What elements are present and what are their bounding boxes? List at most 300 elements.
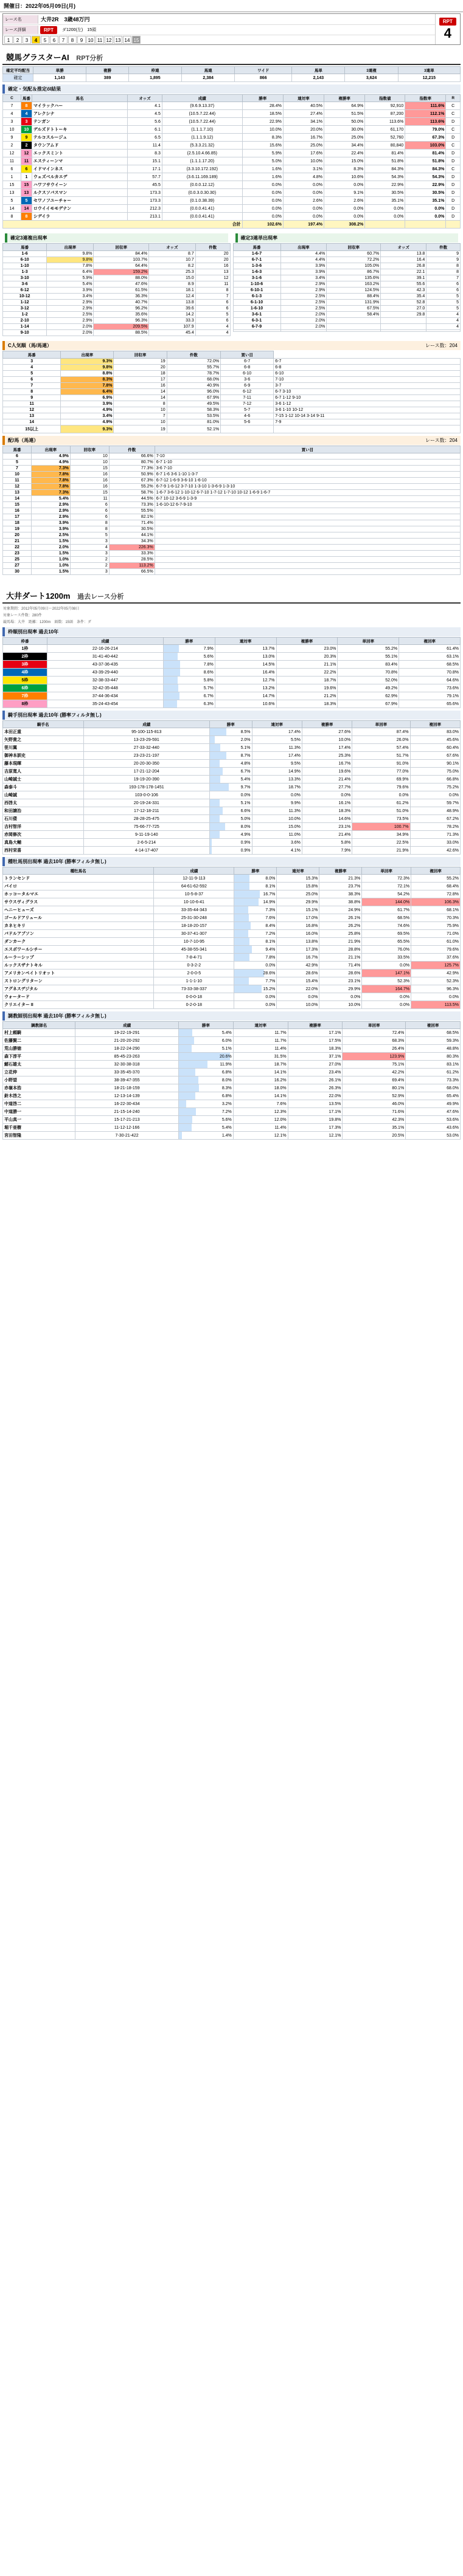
table-row[interactable] — [3, 768, 461, 776]
cell-show-rate: 15.0% — [324, 157, 365, 165]
table-row[interactable] — [3, 985, 461, 993]
table-row[interactable] — [3, 371, 461, 377]
cell-fuku-return: 75.9% — [411, 922, 461, 930]
cell-return: 60.7% — [327, 251, 381, 257]
cell-fuku-return: 59.3% — [406, 1037, 461, 1045]
cell-name: アグネスデジタル — [3, 985, 154, 993]
table-row[interactable] — [233, 330, 461, 332]
num-1[interactable]: 1 — [4, 36, 13, 44]
table-row[interactable] — [3, 890, 461, 898]
total-v1: 102.6% — [242, 221, 283, 229]
total-pad1 — [365, 221, 405, 229]
cell-count-raw: 19 — [114, 359, 167, 365]
table-row[interactable] — [3, 831, 461, 839]
cell-rank: C — [446, 110, 461, 118]
table-row[interactable] — [3, 883, 461, 890]
cell-tan-return: 26.0% — [352, 736, 410, 744]
cell-record: (3.6.11.169.189) — [162, 173, 242, 181]
num-14[interactable]: 14 — [123, 36, 131, 44]
horse-number-strip[interactable] — [3, 35, 435, 44]
table-row[interactable] — [3, 251, 231, 257]
cell-rate: 5.4% — [31, 496, 70, 502]
cell-count-raw: 14 — [114, 389, 167, 395]
table-row[interactable] — [3, 300, 231, 306]
odds-val-3: 2,384 — [182, 74, 235, 82]
rate-bar — [164, 653, 178, 660]
cell-rate: 2.0% — [280, 318, 327, 324]
table-row[interactable] — [3, 969, 461, 977]
table-row[interactable] — [3, 126, 461, 134]
num-7[interactable]: 7 — [59, 36, 68, 44]
cell-index-rate: 35.1% — [405, 197, 446, 205]
cell-show-rate: 19.6% — [276, 684, 338, 692]
table-row[interactable] — [233, 312, 461, 318]
table-row[interactable] — [3, 181, 461, 189]
table-row[interactable] — [3, 807, 461, 815]
table-row[interactable] — [3, 189, 461, 197]
table-row[interactable] — [3, 962, 461, 969]
cell-buy: 6-7-9 1-6-12 3-7-10 1-3-10 1-3-6-9 1-3-10 — [155, 484, 460, 490]
table-row[interactable] — [233, 263, 461, 269]
table-row[interactable] — [233, 275, 461, 281]
table-row[interactable] — [3, 157, 461, 165]
rate-bar — [210, 847, 212, 854]
cell-rate: 9.8% — [47, 251, 94, 257]
num-9[interactable]: 9 — [77, 36, 86, 44]
cell-tan-return: 20.5% — [343, 1132, 406, 1140]
col-header-1: 成績 — [154, 867, 234, 875]
table-row[interactable] — [3, 269, 231, 275]
odds-col-3puku: 3連複 — [345, 67, 398, 74]
num-4-selected[interactable]: 4 — [32, 36, 40, 44]
table-row[interactable] — [3, 484, 461, 490]
table-row[interactable] — [3, 1061, 461, 1069]
cell-combo: 1-12 — [3, 300, 47, 306]
cell-combo: 6-10-1 — [233, 288, 280, 294]
table-row[interactable] — [3, 1029, 461, 1037]
cell-win-rate: 28.4% — [242, 102, 283, 110]
section1-title-sub: RPT分析 — [76, 55, 103, 62]
table-row[interactable] — [3, 324, 231, 330]
total-label: 合計 — [3, 221, 243, 229]
table-row[interactable] — [3, 312, 231, 318]
table-row[interactable] — [233, 318, 461, 324]
table-row[interactable] — [233, 300, 461, 306]
table-row[interactable] — [3, 1045, 461, 1053]
cell-name: 平山真一 — [3, 1116, 75, 1124]
table-row[interactable] — [3, 728, 461, 736]
cell-name: ルーラーシップ — [3, 954, 154, 962]
cell-odds: 8.7 — [149, 251, 196, 257]
rate-bar — [164, 669, 181, 676]
table-row[interactable] — [3, 281, 231, 288]
cell-c: 13 — [3, 189, 21, 197]
table-row[interactable] — [3, 760, 461, 768]
cell-show-rate: 21.3% — [319, 875, 362, 883]
table-row[interactable] — [3, 645, 461, 653]
cell-points: 0.0% — [365, 213, 405, 221]
cell-combo: 1-6-7 — [233, 251, 280, 257]
odds-col-umatan: 馬単 — [292, 67, 345, 74]
table-row[interactable] — [3, 257, 231, 263]
table-row[interactable] — [3, 502, 461, 508]
table-row[interactable] — [233, 269, 461, 275]
cell-name: 藤本現暉 — [3, 760, 84, 768]
cell-name: 鯖石雄太 — [3, 1061, 75, 1069]
cell-name: 中道啓二 — [3, 1100, 75, 1108]
table-row[interactable] — [3, 906, 461, 914]
rate-bar — [210, 783, 229, 791]
cell-combo — [233, 330, 280, 332]
table-row[interactable] — [3, 551, 461, 557]
cell-name: 笹川翼 — [3, 744, 84, 752]
table-row[interactable] — [3, 395, 461, 401]
cell-rank: C — [446, 142, 461, 150]
cell-return: 78.7% — [167, 371, 220, 377]
table-row[interactable] — [3, 318, 231, 324]
num-6[interactable]: 6 — [50, 36, 58, 44]
table-row[interactable] — [3, 118, 461, 126]
table-row[interactable] — [3, 383, 461, 389]
table-row[interactable] — [3, 466, 461, 472]
cell-return: 96.3% — [94, 318, 149, 324]
num-5[interactable]: 5 — [41, 36, 49, 44]
cell-ren-rate: 13.3% — [252, 776, 302, 783]
table-row[interactable] — [3, 938, 461, 946]
num-15[interactable]: 15 — [132, 36, 141, 44]
table-row[interactable] — [3, 1069, 461, 1076]
table-row[interactable] — [3, 532, 461, 539]
cell-tan-return: 51.7% — [352, 752, 410, 760]
cell-buy: 6-7 — [274, 359, 461, 365]
table-row[interactable] — [3, 914, 461, 922]
cell-win-rate: 8.7% — [210, 752, 252, 760]
cell-show-rate: 23.1% — [319, 977, 362, 985]
table-row[interactable] — [3, 557, 461, 563]
table-row[interactable] — [233, 251, 461, 257]
cell-record: 17-21-12-204 — [83, 768, 209, 776]
num-13[interactable]: 13 — [114, 36, 122, 44]
cell-count-raw: 8 — [70, 526, 109, 532]
table-row[interactable] — [233, 324, 461, 330]
col-header-4: 複勝率 — [302, 721, 352, 728]
table-row[interactable] — [3, 1084, 461, 1092]
cell-win-rate: 8.6% — [163, 669, 215, 677]
cell-waku: 2枠 — [3, 653, 47, 661]
cell-show-rate: 27.7% — [302, 783, 352, 791]
table-row[interactable] — [3, 776, 461, 783]
cell-name: パドルアブソン — [3, 930, 154, 938]
table-row[interactable] — [3, 288, 231, 294]
table-row[interactable] — [3, 150, 461, 157]
table-row[interactable] — [3, 330, 231, 336]
table-row[interactable] — [233, 288, 461, 294]
cell-return: 73.3% — [109, 502, 155, 508]
cell-count-raw: 3 — [70, 551, 109, 557]
table-row[interactable] — [3, 213, 461, 221]
table-row[interactable] — [3, 847, 461, 855]
table-row[interactable] — [3, 306, 231, 312]
cell-tan-return: 42.2% — [343, 1069, 406, 1076]
cell-return: 226.3% — [109, 545, 155, 551]
table-row[interactable] — [3, 526, 461, 532]
table-row[interactable] — [3, 520, 461, 526]
cell-win-rate: 5.4% — [179, 1124, 234, 1132]
cell-ren-rate: 13.2% — [215, 684, 276, 692]
col-header-4: 複勝率 — [319, 867, 362, 875]
table-row[interactable] — [3, 1001, 461, 1009]
cell-return: 72.0% — [167, 359, 220, 365]
table-row[interactable] — [3, 425, 461, 433]
table-row[interactable] — [3, 930, 461, 938]
table-row[interactable] — [3, 359, 461, 365]
table-row[interactable] — [3, 413, 461, 419]
cell-rank: D — [446, 197, 461, 205]
table-row[interactable] — [3, 684, 461, 692]
cell-win-rate: 0.0% — [234, 962, 277, 969]
table-row[interactable] — [3, 263, 231, 269]
cell-count: 5 — [426, 294, 461, 300]
table-row[interactable] — [3, 460, 461, 466]
cell-show-rate: 17.1% — [288, 1029, 343, 1037]
cell-win-rate: 16.7% — [234, 890, 277, 898]
table-row[interactable] — [3, 490, 461, 496]
rate-bar — [234, 890, 259, 898]
num-3[interactable]: 3 — [23, 36, 31, 44]
cell-record: 31-41-40-442 — [47, 653, 163, 661]
cell-count: 9 — [426, 251, 461, 257]
num-12[interactable]: 12 — [105, 36, 113, 44]
cell-win-rate: 7.2% — [179, 1108, 234, 1116]
cell-win-rate: 14.9% — [234, 898, 277, 906]
cell-name: 森下淳平 — [3, 1053, 75, 1061]
table-row[interactable] — [3, 1100, 461, 1108]
table-row[interactable] — [3, 389, 461, 395]
cell-rank: 11 — [3, 478, 32, 484]
cell-count: 5 — [195, 312, 230, 318]
table-row[interactable] — [3, 102, 461, 110]
cell-count-raw: 18 — [114, 371, 167, 377]
cell-tan-return: 100.7% — [352, 823, 410, 831]
table-row[interactable] — [3, 954, 461, 962]
num-8[interactable]: 8 — [68, 36, 77, 44]
table-row[interactable] — [3, 1132, 461, 1140]
rpt-badge: RPT — [40, 26, 57, 34]
table-row[interactable] — [3, 799, 461, 807]
table-row[interactable] — [233, 281, 461, 288]
table-row[interactable] — [3, 815, 461, 823]
table-row[interactable] — [3, 496, 461, 502]
table-row[interactable] — [3, 946, 461, 954]
race-name-label: レース名 — [3, 15, 38, 24]
cell-buy: 6-10 — [274, 371, 461, 377]
table-row[interactable] — [3, 142, 461, 150]
cell-tan-return: 26.4% — [343, 1045, 406, 1053]
table-row[interactable] — [3, 783, 461, 791]
cell-rank: 13 — [3, 413, 61, 419]
cell-place-rate: 27.4% — [283, 110, 324, 118]
rate-bar — [210, 799, 220, 807]
rate-bar — [179, 1092, 195, 1100]
cell-tan-return: 42.3% — [343, 1116, 406, 1124]
cell-show-rate: 26.2% — [319, 922, 362, 930]
table-row[interactable] — [3, 744, 461, 752]
jockey-analysis-table — [2, 720, 461, 855]
cell-win-rate: 8.0% — [210, 823, 252, 831]
table-row[interactable] — [3, 653, 461, 661]
cell-record: (3.3.10.172.192) — [162, 165, 242, 173]
cell-combo: 7-11 — [221, 395, 274, 401]
cell-rate: 4.4% — [280, 251, 327, 257]
table-row[interactable] — [3, 275, 231, 281]
table-row[interactable] — [3, 823, 461, 831]
table-row[interactable] — [3, 478, 461, 484]
num-10[interactable]: 10 — [86, 36, 95, 44]
cell-count-raw: 14 — [114, 395, 167, 401]
table-row[interactable] — [3, 294, 231, 300]
table-row[interactable] — [3, 1116, 461, 1124]
cell-count: 6 — [426, 281, 461, 288]
table-row[interactable] — [3, 1053, 461, 1061]
table-row[interactable] — [3, 514, 461, 520]
table-row[interactable] — [3, 165, 461, 173]
table-row[interactable] — [3, 545, 461, 551]
cell-name: 矢野貴之 — [3, 736, 84, 744]
cell-show-rate: 0.0% — [324, 181, 365, 189]
cell-name: 和田譲治 — [3, 807, 84, 815]
cell-waku: 7枠 — [3, 692, 47, 700]
table-row[interactable] — [233, 294, 461, 300]
total-v2: 197.4% — [283, 221, 324, 229]
table-row[interactable] — [3, 791, 461, 799]
table-row[interactable] — [3, 197, 461, 205]
cell-win-rate: 0.0% — [234, 993, 277, 1001]
table-row[interactable] — [3, 377, 461, 383]
table-row[interactable] — [233, 306, 461, 312]
rate-bar — [179, 1069, 195, 1076]
table-row[interactable] — [3, 401, 461, 407]
cell-ren-rate: 3.6% — [252, 839, 302, 847]
table-row[interactable] — [3, 508, 461, 514]
cell-win-rate: 8.3% — [179, 1084, 234, 1092]
table-row[interactable] — [3, 669, 461, 677]
cell-count-raw: 8 — [70, 520, 109, 526]
table-row[interactable] — [3, 736, 461, 744]
cell-waku: 3枠 — [3, 661, 47, 669]
cell-tan-return: 21.9% — [352, 847, 410, 855]
table-row[interactable] — [3, 1108, 461, 1116]
cell-ren-rate: 16.8% — [277, 922, 319, 930]
cell-fuku-return: 70.3% — [411, 914, 461, 922]
col-header-3: オッズ — [128, 95, 162, 102]
cell-horse-name: テルコスルージュ — [32, 134, 127, 142]
table-row[interactable] — [3, 661, 461, 669]
table-row[interactable] — [3, 677, 461, 684]
cell-fuku-return: 65.4% — [406, 1092, 461, 1100]
rate-bar — [234, 954, 249, 961]
cell-ren-rate: 29.9% — [277, 898, 319, 906]
table-row[interactable] — [3, 752, 461, 760]
col-header-5: 単回率 — [343, 1022, 406, 1029]
table-row[interactable] — [3, 898, 461, 906]
table-row[interactable] — [233, 257, 461, 263]
cell-ren-rate: 17.4% — [252, 728, 302, 736]
table-row[interactable] — [3, 472, 461, 478]
num-2[interactable]: 2 — [13, 36, 22, 44]
cell-name: ルックスザナトキル — [3, 962, 154, 969]
cell-count-raw: 16 — [70, 484, 109, 490]
table-row[interactable] — [3, 134, 461, 142]
cell-return: 66.6% — [109, 453, 155, 460]
table-row[interactable] — [3, 977, 461, 985]
table-row[interactable] — [3, 839, 461, 847]
jockey-table-title: 騎手別出現率 過去10年 (勝率フィルタ無し) — [2, 711, 461, 720]
cell-rate: 2.9% — [31, 502, 70, 508]
rate-bar — [164, 692, 179, 700]
cell-horse-number: 11 — [21, 157, 32, 165]
table-row[interactable] — [3, 569, 461, 575]
table-row[interactable] — [3, 1037, 461, 1045]
cell-return: 71.4% — [109, 520, 155, 526]
table-row[interactable] — [3, 205, 461, 213]
table-row[interactable] — [3, 539, 461, 545]
table-row[interactable] — [3, 1092, 461, 1100]
table-row[interactable] — [3, 419, 461, 425]
cell-record: 23-23-21-197 — [83, 752, 209, 760]
cell-win-rate: 8.0% — [179, 1076, 234, 1084]
num-11[interactable]: 11 — [96, 36, 104, 44]
table-row[interactable] — [3, 407, 461, 413]
cell-ren-rate: 11.4% — [233, 1045, 288, 1053]
cell-record: 4-14-17-407 — [83, 847, 209, 855]
col-header-3: 連対率 — [215, 638, 276, 645]
table-row[interactable] — [3, 692, 461, 700]
rate-bar — [210, 768, 223, 775]
cell-record: 73-33-38-337 — [154, 985, 234, 993]
table-row[interactable] — [3, 1076, 461, 1084]
table-row[interactable] — [3, 875, 461, 883]
cell-odds: 52.8 — [381, 300, 426, 306]
table-row[interactable] — [3, 173, 461, 181]
table-row[interactable] — [3, 1124, 461, 1132]
table-row[interactable] — [3, 563, 461, 569]
cell-ren-rate: 14.1% — [233, 1069, 288, 1076]
rate-bar — [234, 977, 248, 985]
cell-rate: 7.8% — [31, 472, 70, 478]
table-row[interactable] — [3, 365, 461, 371]
cell-rate: 3.4% — [47, 294, 94, 300]
cell-name: 赤嶺本浩 — [3, 1084, 75, 1092]
cell-rate: 7.3% — [31, 490, 70, 496]
table-row[interactable] — [3, 700, 461, 708]
cell-odds — [381, 318, 426, 324]
table-row[interactable] — [3, 110, 461, 118]
cell-show-rate: 27.0% — [288, 1061, 343, 1069]
cell-show-rate: 19.8% — [288, 1116, 343, 1124]
cell-count: 12 — [195, 275, 230, 281]
table-row[interactable] — [3, 453, 461, 460]
table-row[interactable] — [3, 993, 461, 1001]
table-row[interactable] — [3, 922, 461, 930]
cell-combo: 3-6 — [3, 281, 47, 288]
cell-rank: 13 — [3, 490, 32, 496]
cell-show-rate: 17.1% — [288, 1108, 343, 1116]
cell-rate: 2.0% — [47, 324, 94, 330]
cell-fuku-return: 43.6% — [406, 1124, 461, 1132]
cell-name: ダンカーク — [3, 938, 154, 946]
cell-name: 鈴木啓之 — [3, 1092, 75, 1100]
cell-combo — [221, 425, 274, 433]
